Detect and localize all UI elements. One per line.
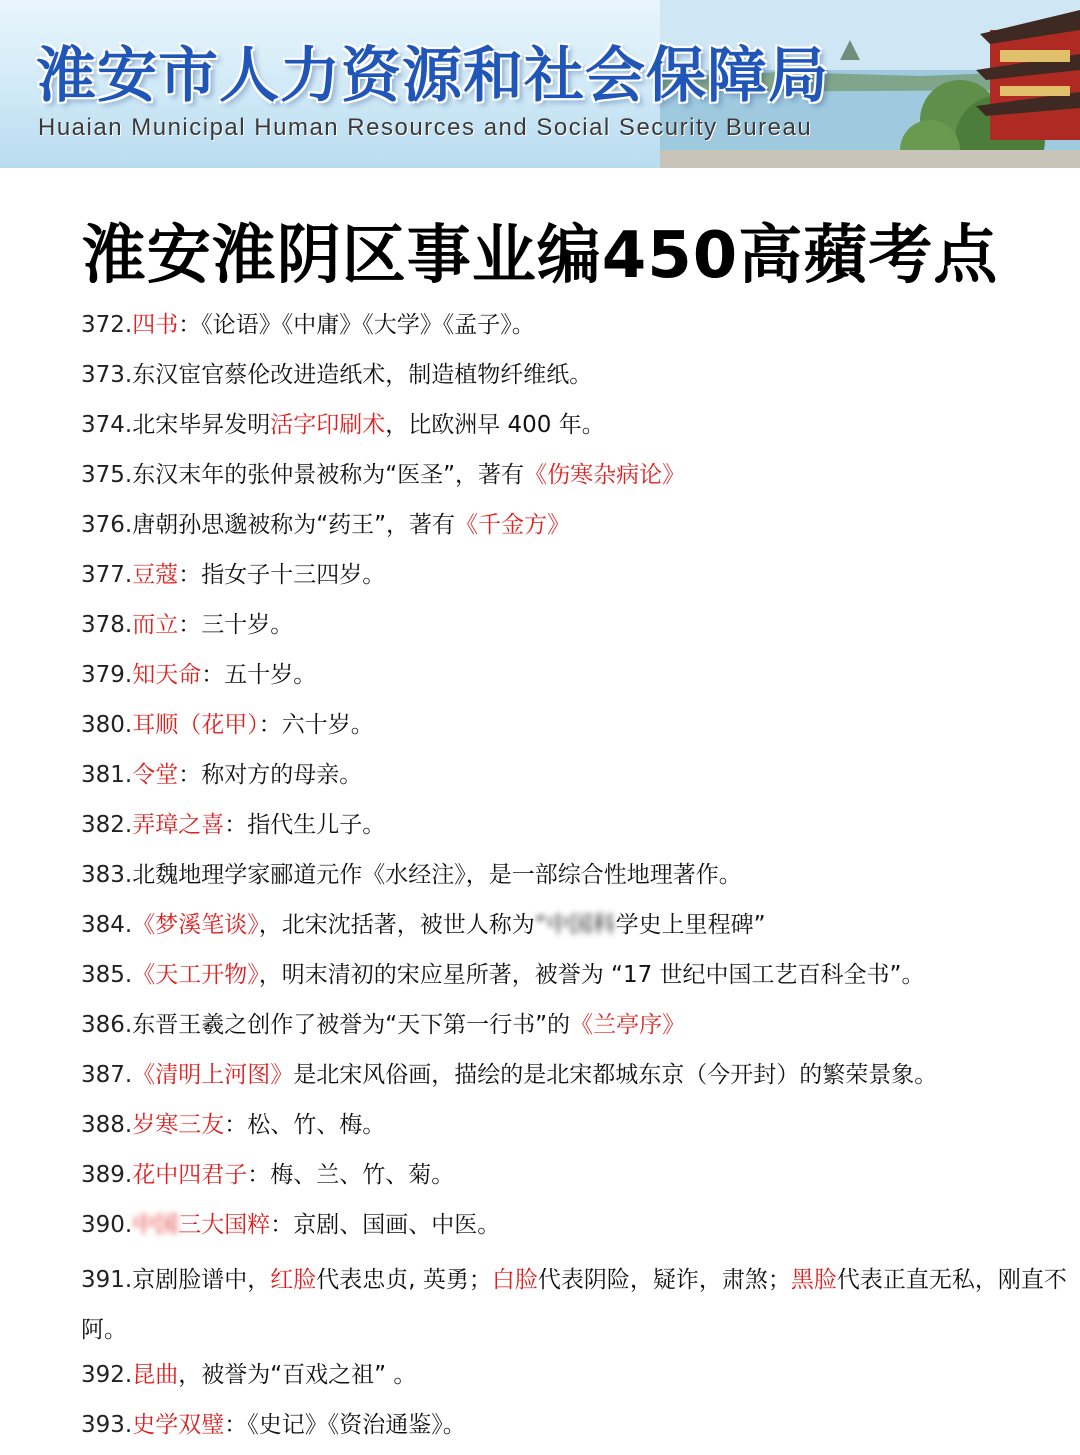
item-text: ，被誉为“百戏之祖” 。 <box>178 1362 417 1388</box>
item-text: 东汉宦官蔡伦改进造纸术，制造植物纤维纸。 <box>132 362 593 388</box>
list-item <box>81 505 1080 555</box>
item-text: 东晋王羲之创作了被誉为“天下第一行书”的 <box>132 1012 571 1038</box>
item-text: ，明末清初的宋应星所著，被誉为 “17 世纪中国工艺百科全书”。 <box>258 962 925 988</box>
header-banner <box>0 0 1080 168</box>
item-text: ，比欧洲早 400 年。 <box>385 412 605 438</box>
list-item <box>81 455 1080 505</box>
item-text: 北宋毕昇发明 <box>132 412 271 438</box>
list-item <box>81 705 1080 755</box>
list-item <box>81 855 1080 905</box>
highlighted-term: 三大国粹 <box>178 1212 271 1238</box>
highlighted-term: 《伤寒杂病论》 <box>524 462 686 488</box>
item-number: 393. <box>81 1412 133 1438</box>
item-number: 377. <box>81 562 133 588</box>
list-item <box>81 1005 1080 1055</box>
item-number: 392. <box>81 1362 133 1388</box>
item-number: 380. <box>81 712 133 738</box>
highlighted-term: 耳顺（花甲） <box>132 712 259 738</box>
list-item <box>81 955 1080 1005</box>
item-text: 唐朝孙思邈被称为“药王”，著有 <box>132 512 456 538</box>
highlighted-term: 知天命 <box>132 662 202 688</box>
highlighted-term: 《天工开物》 <box>132 962 259 988</box>
highlighted-term: 豆蔻 <box>132 562 179 588</box>
item-text: ：《史记》《资治通鉴》。 <box>224 1412 466 1438</box>
item-number: 388. <box>81 1112 133 1138</box>
item-text: 京剧脸谱中， <box>132 1267 271 1293</box>
item-text: ：三十岁。 <box>178 612 294 638</box>
item-number: 381. <box>81 762 133 788</box>
item-text: 东汉末年的张仲景被称为“医圣”，著有 <box>132 462 525 488</box>
highlighted-term: 《兰亭序》 <box>570 1012 686 1038</box>
highlighted-term: 岁寒三友 <box>132 1112 225 1138</box>
item-number: 379. <box>81 662 133 688</box>
item-text: ：松、竹、梅。 <box>224 1112 386 1138</box>
item-text: 代表正直无私，刚直不阿。 <box>81 1267 1067 1343</box>
item-number: 391. <box>81 1267 133 1293</box>
highlighted-term: 中国 <box>132 1212 179 1238</box>
list-item <box>81 805 1080 855</box>
item-number: 374. <box>81 412 133 438</box>
list-item <box>81 1055 1080 1105</box>
highlighted-term: 令堂 <box>132 762 179 788</box>
item-text: ：五十岁。 <box>201 662 317 688</box>
item-number: 384. <box>81 912 133 938</box>
list-item <box>81 555 1080 605</box>
item-text: ：梅、兰、竹、菊。 <box>247 1162 455 1188</box>
highlighted-term: 活字印刷术 <box>270 412 386 438</box>
item-text: 北魏地理学家郦道元作《水经注》，是一部综合性地理著作。 <box>132 862 742 888</box>
list-item <box>81 405 1080 455</box>
item-number: 382. <box>81 812 133 838</box>
list-item <box>81 1355 1080 1405</box>
highlighted-term: 史学双璧 <box>132 1412 225 1438</box>
page-title: 淮安淮阴区事业编450高蘋考点 <box>81 219 999 293</box>
org-name-en: Huaian Municipal Human Resources and Social Security Bureau <box>38 114 813 141</box>
item-number: 383. <box>81 862 133 888</box>
item-text: ：京剧、国画、中医。 <box>270 1212 501 1238</box>
highlighted-term: 红脸 <box>270 1267 317 1293</box>
item-text: ：六十岁。 <box>258 712 374 738</box>
list-item <box>81 755 1080 805</box>
fact-list <box>81 305 1080 1455</box>
list-item <box>81 655 1080 705</box>
item-text: “中国科 <box>534 912 616 938</box>
item-number: 390. <box>81 1212 133 1238</box>
list-item <box>81 605 1080 655</box>
item-number: 389. <box>81 1162 133 1188</box>
item-text: 代表阴险，疑诈，肃煞； <box>537 1267 791 1293</box>
item-number: 378. <box>81 612 133 638</box>
highlighted-term: 《千金方》 <box>455 512 571 538</box>
item-number: 376. <box>81 512 133 538</box>
item-text: ，北宋沈括著，被世人称为 <box>258 912 535 938</box>
item-text: ：指女子十三四岁。 <box>178 562 386 588</box>
item-number: 386. <box>81 1012 133 1038</box>
list-item <box>81 1155 1080 1205</box>
highlighted-term: 黑脸 <box>790 1267 837 1293</box>
item-number: 385. <box>81 962 133 988</box>
item-text: 代表忠贞, 英勇； <box>316 1267 492 1293</box>
highlighted-term: 四书 <box>132 312 179 338</box>
highlighted-term: 花中四君子 <box>132 1162 248 1188</box>
item-number: 375. <box>81 462 133 488</box>
highlighted-term: 白脸 <box>491 1267 538 1293</box>
highlighted-term: 昆曲 <box>132 1362 179 1388</box>
list-item <box>81 1255 1080 1355</box>
list-item <box>81 355 1080 405</box>
highlighted-term: 《清明上河图》 <box>132 1062 294 1088</box>
list-item <box>81 1205 1080 1255</box>
list-item <box>81 905 1080 955</box>
list-item <box>81 305 1080 355</box>
item-text: ：指代生儿子。 <box>224 812 386 838</box>
item-number: 372. <box>81 312 133 338</box>
item-text: 是北宋风俗画，描绘的是北宋都城东京（今开封）的繁荣景象。 <box>293 1062 938 1088</box>
item-text: 学史上里程碑” <box>615 912 766 938</box>
highlighted-term: 弄璋之喜 <box>132 812 225 838</box>
item-number: 387. <box>81 1062 133 1088</box>
org-name: 淮安市人力资源和社会保障局 <box>36 41 829 111</box>
list-item <box>81 1405 1080 1455</box>
list-item <box>81 1105 1080 1155</box>
highlighted-term: 而立 <box>132 612 179 638</box>
item-number: 373. <box>81 362 133 388</box>
highlighted-term: 《梦溪笔谈》 <box>132 912 259 938</box>
item-text: ：《论语》《中庸》《大学》《孟子》。 <box>178 312 535 338</box>
item-text: ：称对方的母亲。 <box>178 762 363 788</box>
